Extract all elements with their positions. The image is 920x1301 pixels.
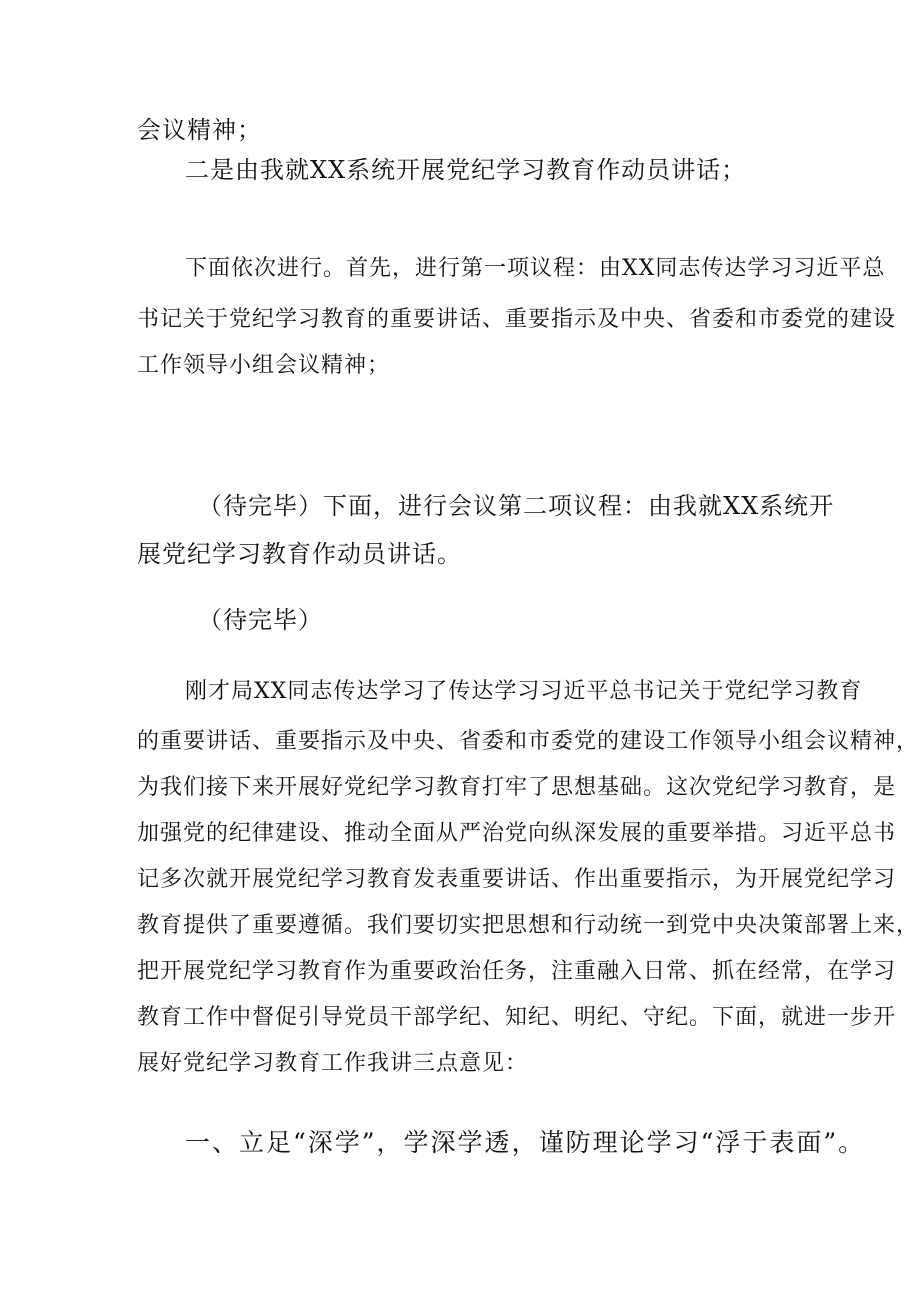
paragraph-line: 工作领导小组会议精神； bbox=[137, 353, 391, 378]
paragraph-line: 会议精神； bbox=[137, 116, 262, 144]
paragraph-line: 把开展党纪学习教育作为重要政治任务，注重融入日常、抓在经常，在学习 bbox=[137, 959, 897, 984]
paragraph-line: 为我们接下来开展好党纪学习教育打牢了思想基础。这次党纪学习教育，是 bbox=[137, 775, 897, 800]
paragraph-line: 的重要讲话、重要指示及中央、省委和市委党的建设工作领导小组会议精神， bbox=[137, 729, 920, 754]
paragraph-line: 展好党纪学习教育工作我讲三点意见： bbox=[137, 1051, 529, 1076]
paragraph-line: 下面依次进行。首先，进行第一项议程：由XX同志传达学习习近平总 bbox=[185, 256, 886, 281]
paragraph-line: 记多次就开展党纪学习教育发表重要讲话、作出重要指示，为开展党纪学习 bbox=[137, 867, 897, 892]
paragraph-line: 书记关于党纪学习教育的重要讲话、重要指示及中央、省委和市委党的建设 bbox=[137, 307, 897, 332]
paragraph-line: 二是由我就XX系统开展党纪学习教育作动员讲话； bbox=[185, 156, 747, 184]
section-heading: 一、立足“深学”，学深学透，谨防理论学习“浮于表面”。 bbox=[185, 1128, 866, 1157]
paragraph-line: 教育提供了重要遵循。我们要切实把思想和行动统一到党中央决策部署上来， bbox=[137, 913, 920, 938]
paragraph-line: 加强党的纪律建设、推动全面从严治党向纵深发展的重要举措。习近平总书 bbox=[137, 821, 897, 846]
paragraph-line: （待完毕）下面，进行会议第二项议程：由我就XX系统开 bbox=[198, 492, 835, 520]
paragraph-line: （待完毕） bbox=[198, 606, 323, 634]
paragraph-line: 刚才局XX同志传达学习了传达学习习近平总书记关于党纪学习教育 bbox=[185, 679, 863, 704]
paragraph-line: 展党纪学习教育作动员讲话。 bbox=[137, 540, 462, 568]
paragraph-line: 教育工作中督促引导党员干部学纪、知纪、明纪、守纪。下面，就进一步开 bbox=[137, 1005, 897, 1030]
